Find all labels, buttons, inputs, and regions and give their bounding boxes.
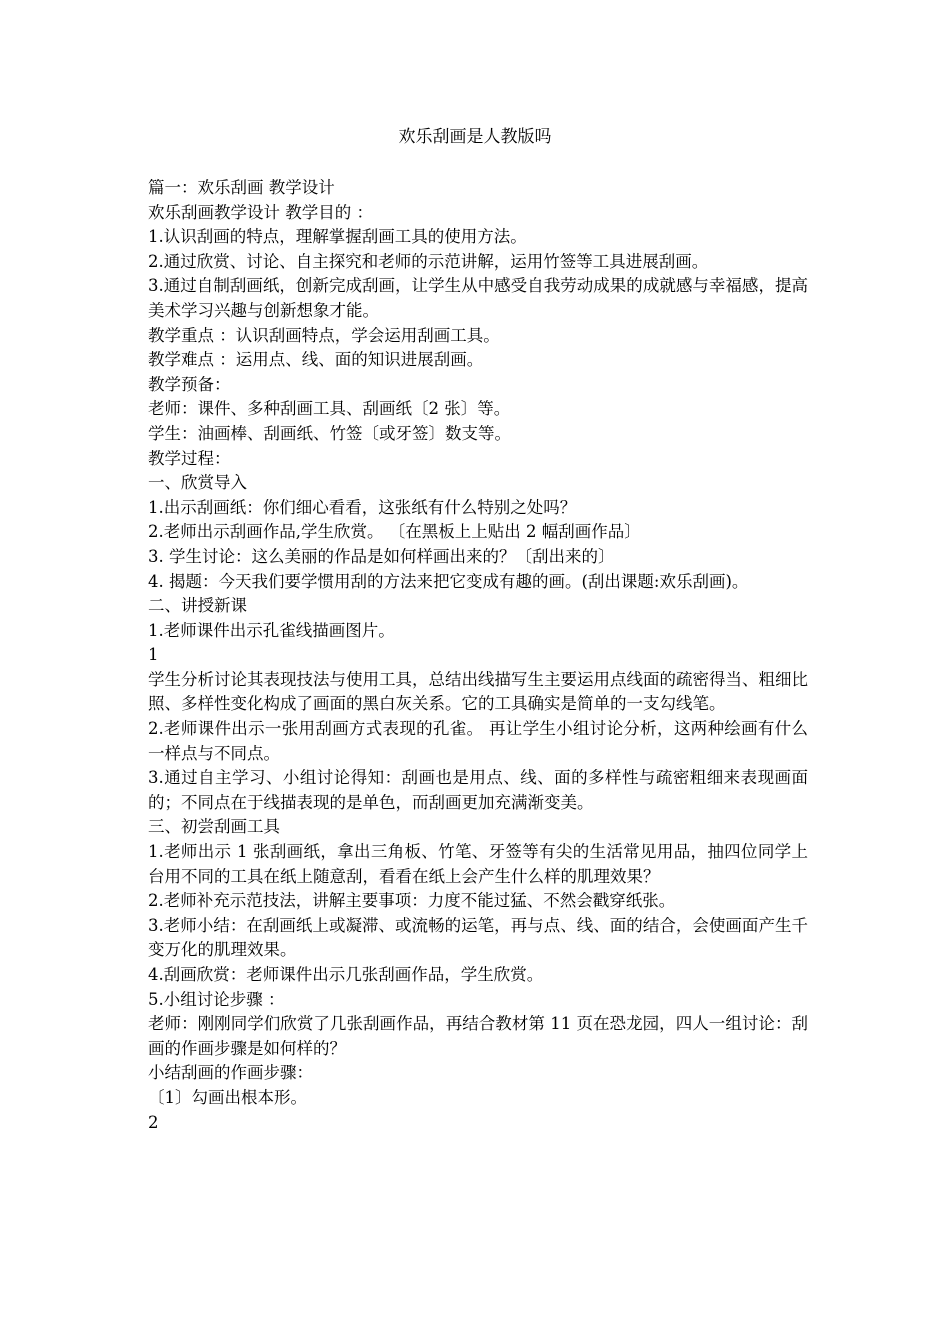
paragraph: 2.老师出示刮画作品,学生欣赏。 〔在黑板上上贴出 2 幅刮画作品〕 bbox=[148, 522, 641, 542]
document-body bbox=[148, 176, 808, 1135]
paragraph: 老师：课件、多种刮画工具、刮画纸〔2 张〕等。 bbox=[148, 399, 511, 419]
paragraph: 1.出示刮画纸：你们细心看看，这张纸有什么特别之处吗？ bbox=[148, 497, 577, 517]
paragraph: 4. 揭题：今天我们要学惯用刮的方法来把它变成有趣的画。(刮出课题:欢乐刮画)。 bbox=[148, 571, 749, 591]
paragraph: 篇一：欢乐刮画 教学设计 bbox=[148, 178, 335, 197]
paragraph: 1.老师出示 1 张刮画纸，拿出三角板、竹笔、牙签等有尖的生活常见用品，抽四位同学上台用不同的工具在纸上随意刮，看看在纸上会产生什么样的肌理效果？ bbox=[148, 842, 808, 886]
document-title: 欢乐刮画是人教版吗 bbox=[398, 127, 552, 147]
paragraph: 3.通过自主学习、小组讨论得知：刮画也是用点、线、面的多样性与疏密粗细来表现画面的；不同点在于线描表现的是单色，而刮画更加充满渐变美。 bbox=[148, 768, 808, 812]
paragraph: 1.认识刮画的特点，理解掌握刮画工具的使用方法。 bbox=[148, 227, 527, 247]
paragraph: 3. 学生讨论：这么美丽的作品是如何样画出来的？〔刮出来的〕 bbox=[148, 546, 615, 566]
paragraph: 小结刮画的作画步骤： bbox=[148, 1063, 313, 1083]
paragraph: 老师：刚刚同学们欣赏了几张刮画作品，再结合教材第 11 页在恐龙园，四人一组讨论：刮画的作画步骤是如何样的？ bbox=[148, 1014, 808, 1058]
paragraph: 教学过程： bbox=[148, 448, 231, 468]
paragraph: 2.老师补充示范技法，讲解主要事项：力度不能过猛、不然会戳穿纸张。 bbox=[148, 891, 676, 911]
paragraph: 5.小组讨论步骤 ： bbox=[148, 989, 285, 1009]
paragraph: 教学重点 ：认识刮画特点，学会运用刮画工具。 bbox=[148, 325, 500, 345]
paragraph: 3.通过自制刮画纸，创新完成刮画，让学生从中感受自我劳动成果的成就感与幸福感，提高美术学习兴趣与创新想象才能。 bbox=[148, 276, 808, 320]
paragraph: 4.刮画欣赏：老师课件出示几张刮画作品，学生欣赏。 bbox=[148, 965, 544, 984]
paragraph: 欢乐刮画教学设计 教学目的 ： bbox=[148, 202, 373, 222]
paragraph: 2.通过欣赏、讨论、自主探究和老师的示范讲解，运用竹签等工具进展刮画。 bbox=[148, 251, 709, 271]
paragraph: 2.老师课件出示一张用刮画方式表现的孔雀。 再让学生小组讨论分析，这两种绘画有什么一样点与不同点。 bbox=[148, 719, 808, 763]
paragraph: 教学预备： bbox=[148, 374, 231, 394]
page-number: 2 bbox=[148, 1112, 159, 1132]
paragraph: 教学难点 ：运用点、线、面的知识进展刮画。 bbox=[148, 350, 484, 370]
paragraph: 学生：油画棒、刮画纸、竹签〔或牙签〕数支等。 bbox=[148, 423, 511, 443]
paragraph: 1.老师课件出示孔雀线描画图片。 bbox=[148, 620, 395, 640]
section-heading: 三、初尝刮画工具 bbox=[148, 817, 280, 837]
section-heading: 一、欣赏导入 bbox=[148, 473, 247, 493]
section-heading: 二、讲授新课 bbox=[148, 596, 247, 616]
page-number: 1 bbox=[148, 645, 159, 665]
paragraph: 学生分析讨论其表现技法与使用工具，总结出线描写生主要运用点线面的疏密得当、粗细比照、多样性变化构成了画面的黑白灰关系。它的工具确实是简单的一支勾线笔。 bbox=[148, 669, 808, 714]
paragraph: 〔1〕勾画出根本形。 bbox=[148, 1087, 307, 1107]
paragraph: 3.老师小结：在刮画纸上或凝滞、或流畅的运笔，再与点、线、面的结合，会使画面产生千变万化的肌理效果。 bbox=[148, 915, 808, 960]
